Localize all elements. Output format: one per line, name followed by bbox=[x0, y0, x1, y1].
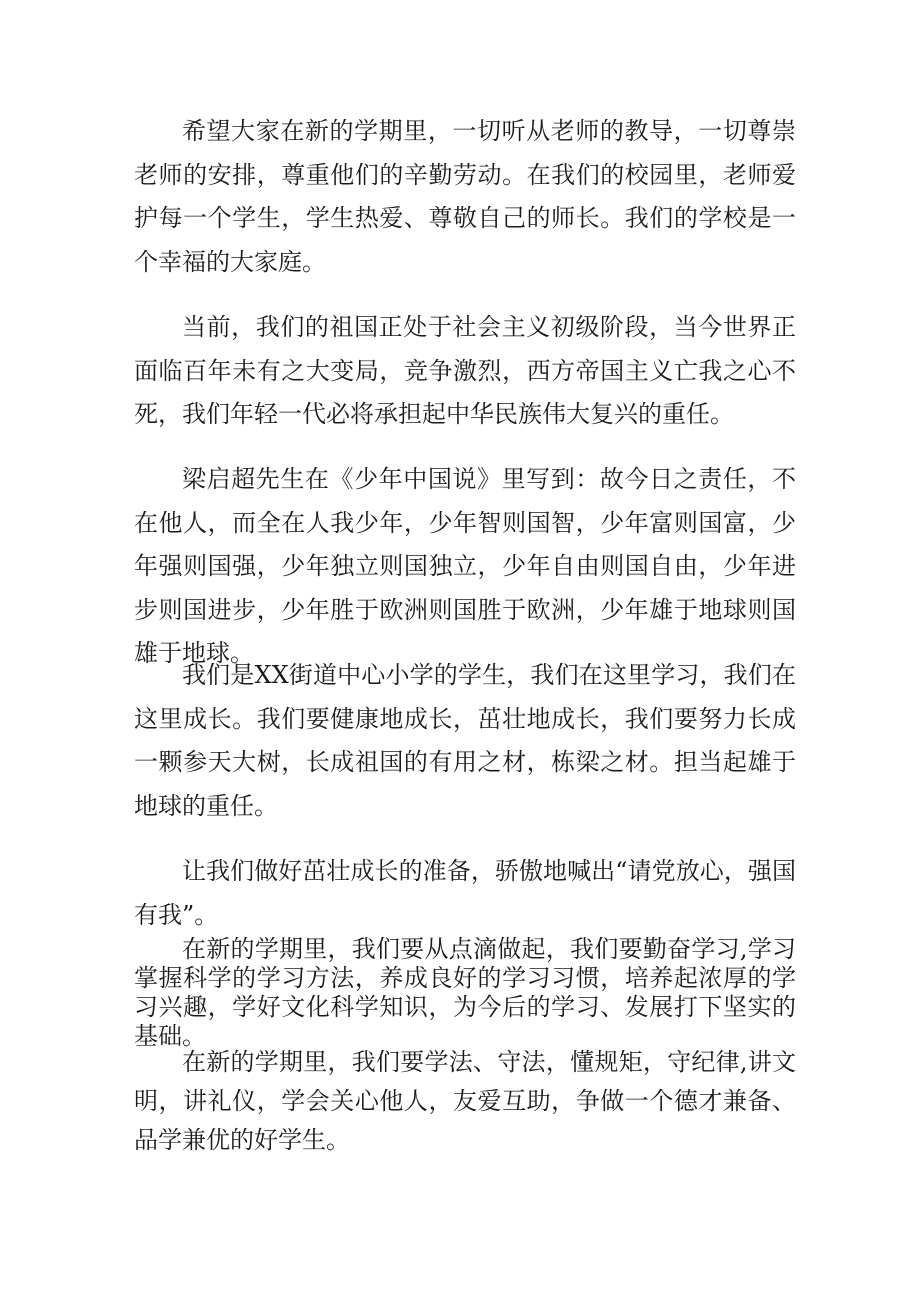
paragraph-4: 我们是XX街道中心小学的学生，我们在这里学习，我们在这里成长。我们要健康地成长，茁壮地成长，我们要努力长成一颗参天大树，长成祖国的有用之材，栋梁之材。担当起雄于地球的重任。 bbox=[134, 661, 796, 820]
paragraph-1: 希望大家在新的学期里，一切听从老师的教导，一切尊崇老师的安排，尊重他们的辛勤劳动。在我们的校园里，老师爱护每一个学生，学生热爱、尊敬自己的师长。我们的学校是一个幸福的大家庭。 bbox=[134, 117, 796, 276]
paragraph-7: 在新的学期里，我们要学法、守法，懂规矩，守纪律,讲文明，讲礼仪，学会关心他人，友爱互助，争做一个德才兼备、品学兼优的好学生。 bbox=[134, 1048, 796, 1154]
paragraph-2: 当前，我们的祖国正处于社会主义初级阶段，当今世界正面临百年未有之大变局，竞争激烈，西方帝国主义亡我之心不死，我们年轻一代必将承担起中华民族伟大复兴的重任。 bbox=[134, 313, 796, 428]
paragraph-3: 梁启超先生在《少年中国说》里写到：故今日之责任，不在他人，而全在人我少年，少年智则国智，少年富则国富，少年强则国强，少年独立则国独立，少年自由则国自由，少年进步则国进步，少年胜于欧洲则国胜于欧洲，少年雄于地球则国雄于地球。 bbox=[134, 465, 796, 667]
paragraph-6: 在新的学期里，我们要从点滴做起，我们要勤奋学习,学习掌握科学的学习方法，养成良好的学习习惯，培养起浓厚的学习兴趣，学好文化科学知识，为今后的学习、发展打下坚实的基础。 bbox=[134, 935, 796, 1050]
paragraph-5: 让我们做好茁壮成长的准备，骄傲地喊出“请党放心，强国有我”。 bbox=[134, 857, 796, 929]
